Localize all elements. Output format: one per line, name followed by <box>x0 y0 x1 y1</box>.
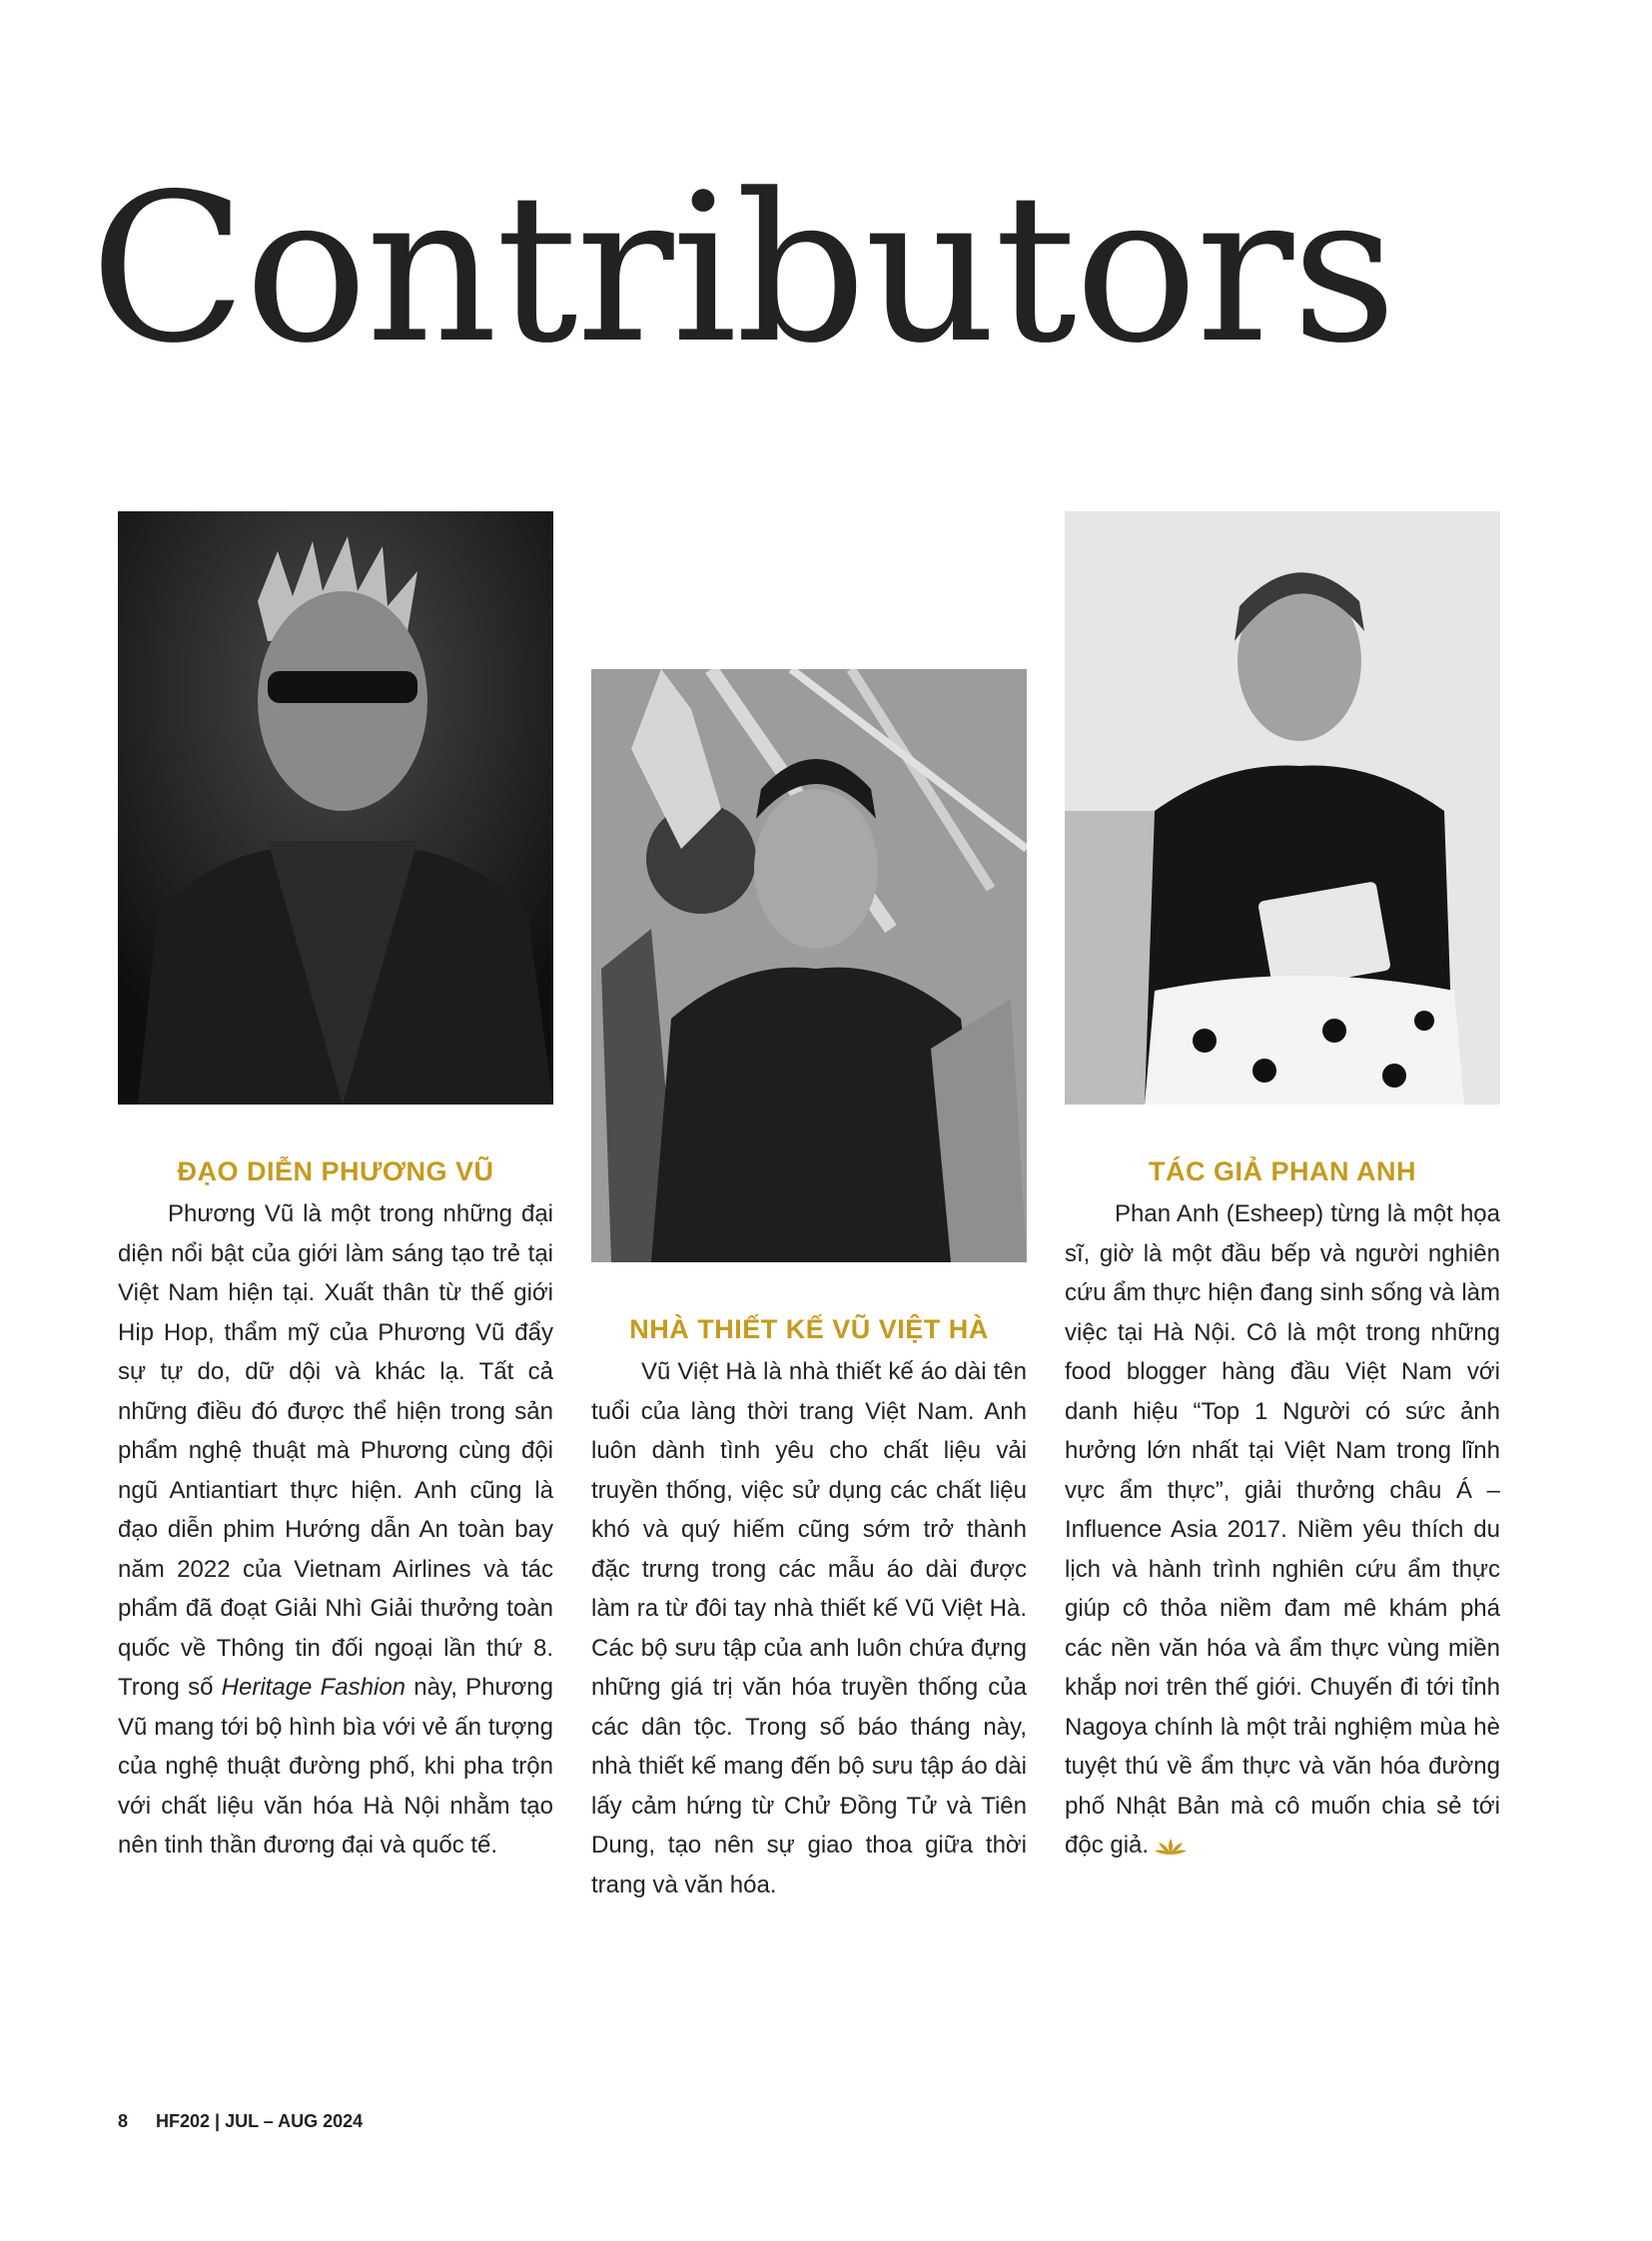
contributor-photo-phan-anh <box>1065 511 1500 1105</box>
contributor-name-phan-anh: TÁC GIẢ PHAN ANH <box>1149 1156 1416 1186</box>
contributor-name-phuong-vu: ĐẠO DIỄN PHƯƠNG VŨ <box>177 1156 494 1186</box>
contributor-bio-phuong-vu <box>118 1194 553 1866</box>
magazine-title: Heritage Fashion <box>221 1674 407 1701</box>
page-title: Contributors <box>90 151 1395 388</box>
issue-label: HF202 | JUL – AUG 2024 <box>156 2111 364 2131</box>
bio-text: này, Phương Vũ mang tới bộ hình bìa với vẻ ấn tượng của nghệ thuật đường phố, khi pha trộn với chất liệu văn hóa Hà Nội nhằm tạo nên tinh thần đương đại và quốc tế. <box>118 1674 553 1859</box>
contributor-bio-vu-viet-ha: Vũ Việt Hà là nhà thiết kế áo dài tên tuổi của làng thời trang Việt Nam. Anh luôn dành tình yêu cho chất liệu vải truyền thống, việc sử dụng các chất liệu khó và quý hiếm cũng sớm trở thành đặc trưng trong các mẫu áo dài được làm ra từ đôi tay nhà thiết kế Vũ Việt Hà. Các bộ sưu tập của anh luôn chứa đựng những giá trị văn hóa truyền thống của các dân tộc. Trong số báo tháng này, nhà thiết kế mang đến bộ sưu tập áo dài lấy cảm hứng từ Chử Đồng Tử và Tiên Dung, tạo nên sự giao thoa giữa thời trang và văn hóa. <box>591 1358 1027 1898</box>
contributor-name-vu-viet-ha: NHÀ THIẾT KẾ VŨ VIỆT HÀ <box>629 1314 989 1344</box>
lotus-end-mark-icon <box>1155 1837 1187 1857</box>
bio-text: Phương Vũ là một trong những đại diện nổi bật của giới làm sáng tạo trẻ tại Việt Nam hiện tại. Xuất thân từ thế giới Hip Hop, thẩm mỹ của Phương Vũ đẩy sự tự do, dữ dội và khác lạ. Tất cả những điều đó được thể hiện trong sản phẩm nghệ thuật mà Phương cùng đội ngũ Antiantiart thực hiện. Anh cũng là đạo diễn phim Hướng dẫn An toàn bay năm 2022 của Vietnam Airlines và tác phẩm đã đoạt Giải Nhì Giải thưởng toàn quốc về Thông tin đối ngoại lần thứ 8. Trong số <box>118 1200 553 1701</box>
contributor-photo-phuong-vu <box>118 511 553 1105</box>
contributor-photo-vu-viet-ha <box>591 669 1027 1262</box>
bio-text: Phan Anh (Esheep) từng là một họa sĩ, giờ là một đầu bếp và người nghiên cứu ẩm thực hiện đang sinh sống và làm việc tại Hà Nội. Cô là một trong những food blogger hàng đầu Việt Nam với danh hiệu “Top 1 Người có sức ảnh hưởng lớn nhất tại Việt Nam trong lĩnh vực ẩm thực”, giải thưởng châu Á – Influence Asia 2017. Niềm yêu thích du lịch và hành trình nghiên cứu ẩm thực giúp cô thỏa niềm đam mê khám phá các nền văn hóa và ẩm thực vùng miền khắp nơi trên thế giới. Chuyến đi tới tỉnh Nagoya chính là một trải nghiệm mùa hè tuyệt thú về ẩm thực và văn hóa đường phố Nhật Bản mà cô muốn chia sẻ tới độc giả. <box>1065 1200 1500 1859</box>
page-footer <box>118 2111 363 2132</box>
contributor-bio-phan-anh <box>1065 1194 1500 1866</box>
page-number: 8 <box>118 2111 129 2131</box>
